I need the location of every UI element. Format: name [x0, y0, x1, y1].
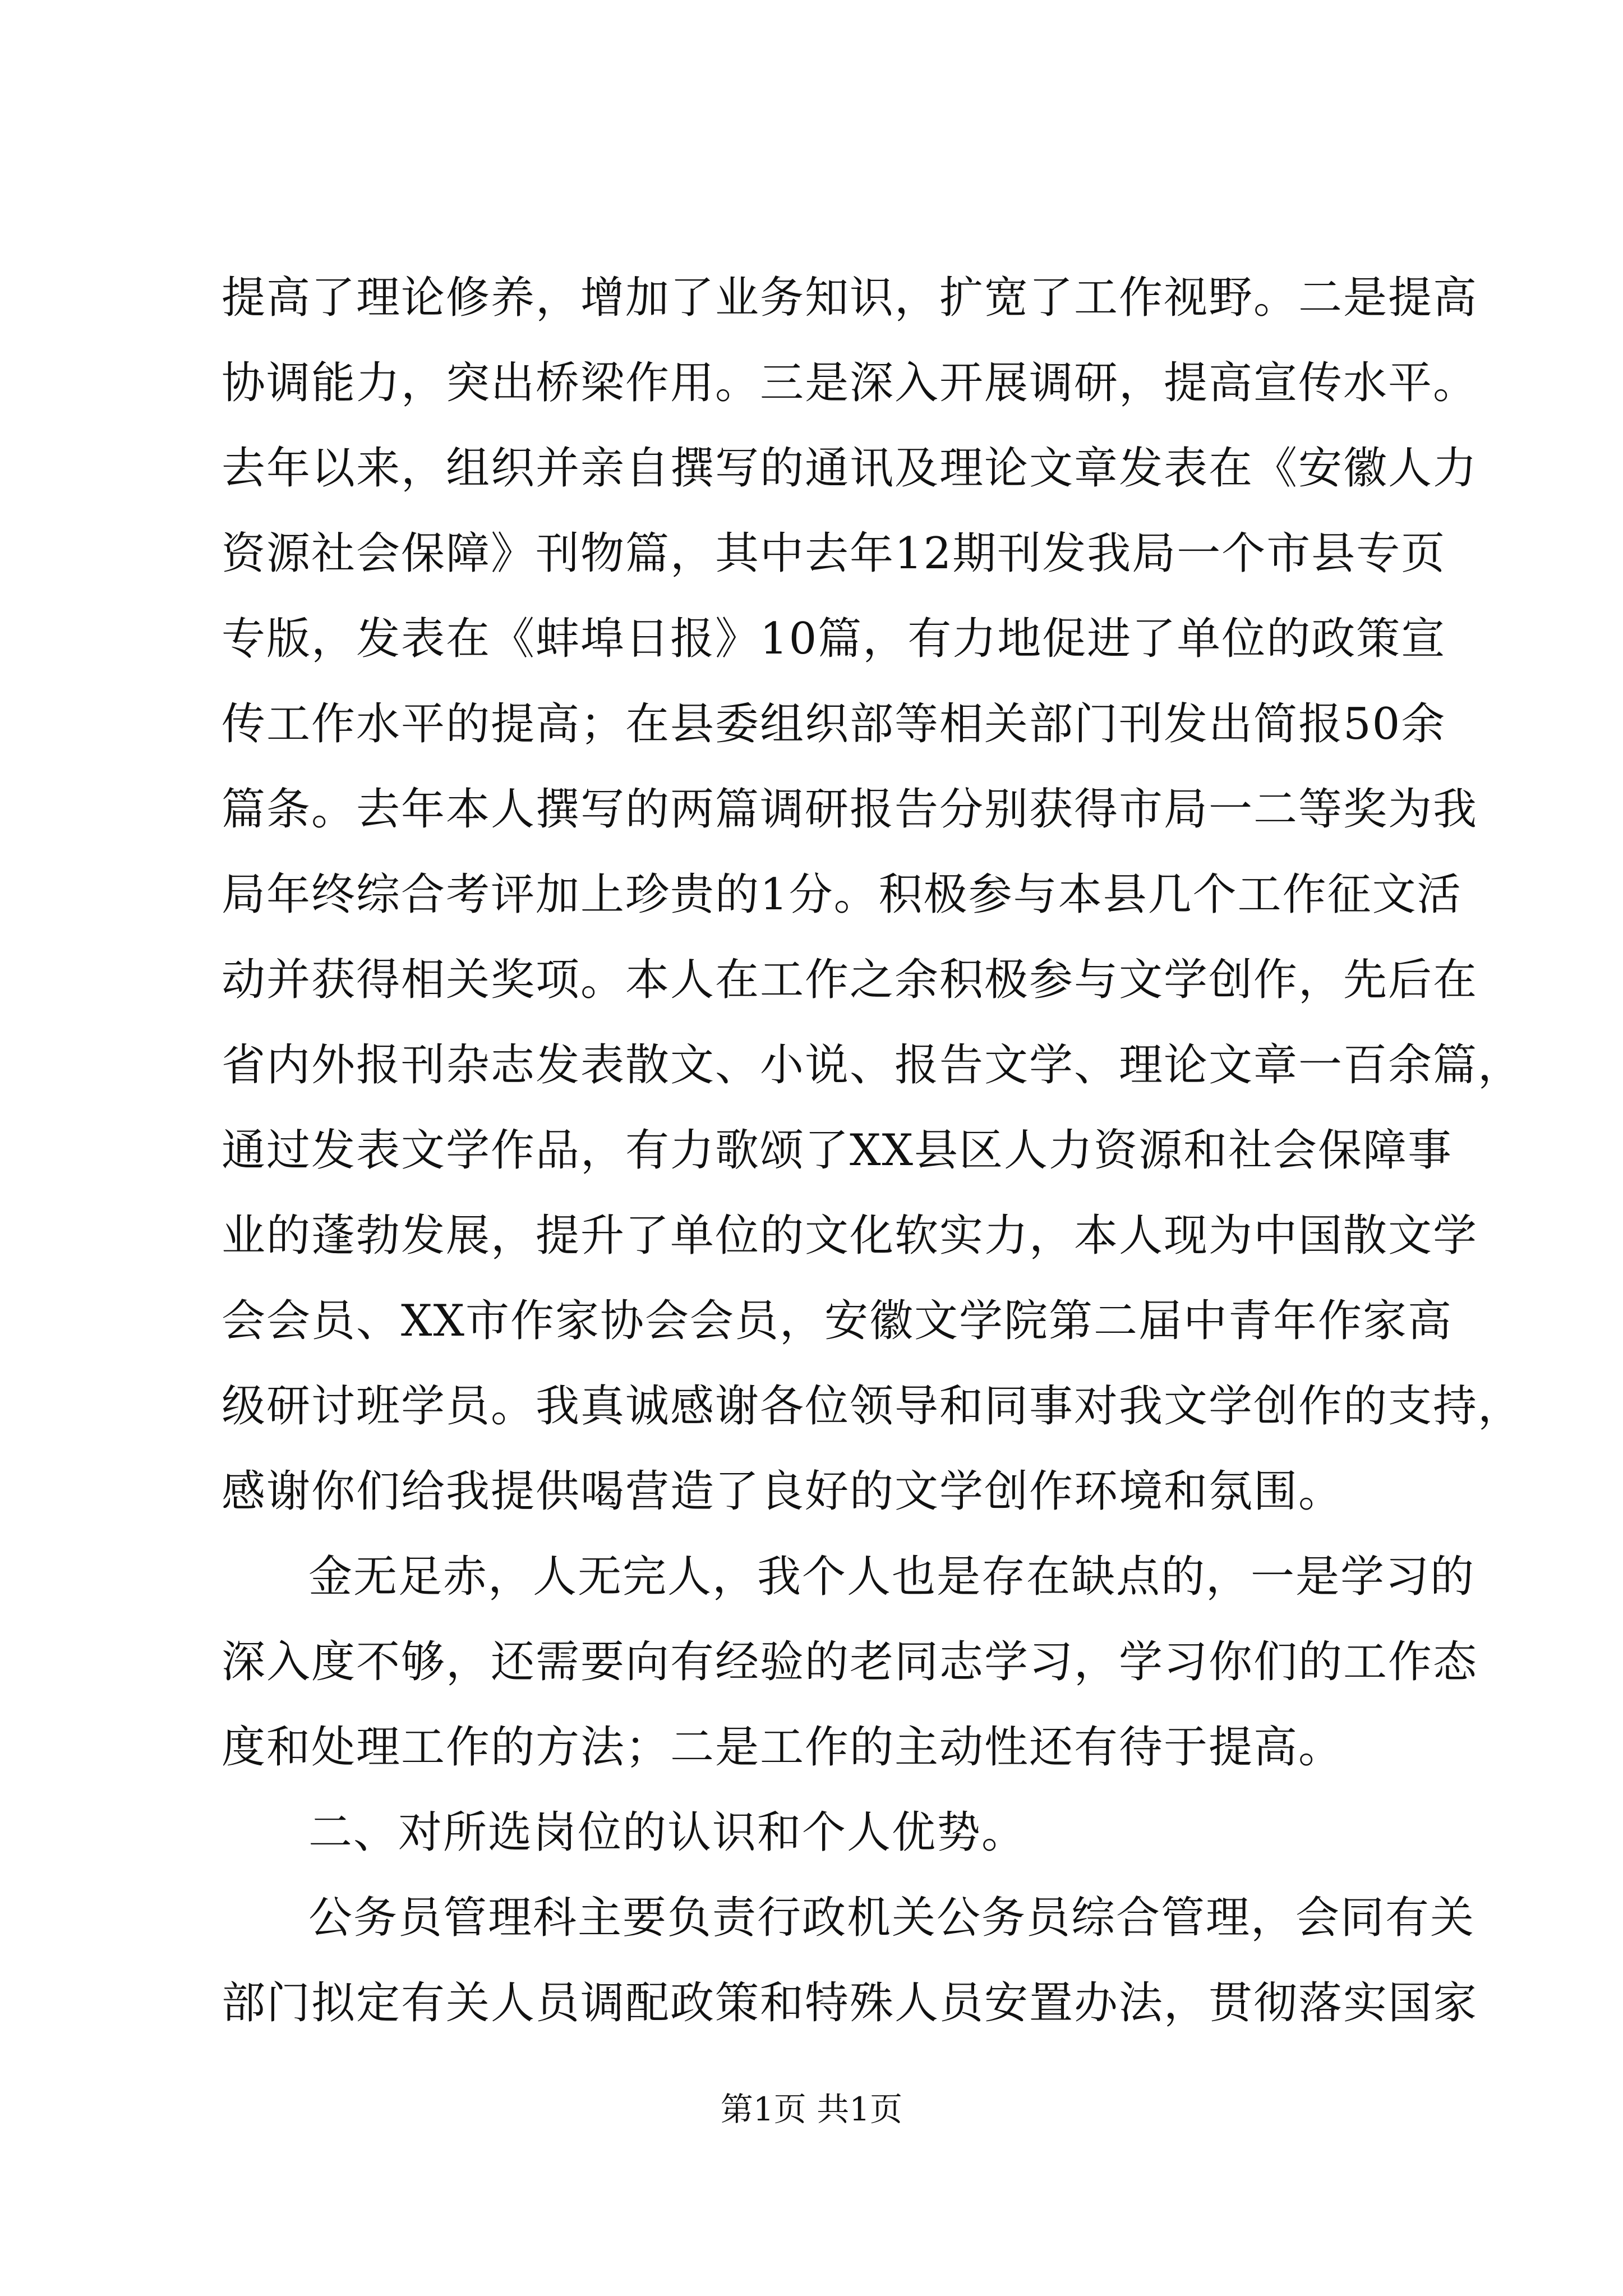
- text-line: 级研讨班学员。我真诚感谢各位领导和同事对我文学创作的支持，: [222, 1381, 1523, 1432]
- text-line: 深入度不够，还需要向有经验的老同志学习，学习你们的工作态: [222, 1637, 1478, 1687]
- document-body: [222, 255, 1523, 2046]
- text-line: 提高了理论修养，增加了业务知识，扩宽了工作视野。二是提高: [222, 273, 1478, 323]
- text-line: 协调能力，突出桥梁作用。三是深入开展调研，提高宣传水平。: [222, 358, 1478, 408]
- text-line: 部门拟定有关人员调配政策和特殊人员安置办法，贯彻落实国家: [222, 1978, 1478, 2028]
- text-line: 会会员、XX市作家协会会员，安徽文学院第二届中青年作家高: [222, 1296, 1453, 1346]
- text-line: 传工作水平的提高；在县委组织部等相关部门刊发出简报50余: [222, 699, 1446, 749]
- text-line: 业的蓬勃发展，提升了单位的文化软实力，本人现为中国散文学: [222, 1211, 1478, 1261]
- text-line: 去年以来，组织并亲自撰写的通讯及理论文章发表在《安徽人力: [222, 443, 1478, 494]
- text-line: 感谢你们给我提供喝营造了良好的文学创作环境和氛围。: [222, 1466, 1344, 1517]
- paragraph-2: [222, 1534, 1478, 1790]
- text-line: 金无足赤，人无完人，我个人也是存在缺点的，一是学习的: [308, 1552, 1476, 1602]
- text-line: 度和处理工作的方法；二是工作的主动性还有待于提高。: [222, 1722, 1344, 1773]
- text-line: 省内外报刊杂志发表散文、小说、报告文学、理论文章一百余篇，: [222, 1040, 1523, 1091]
- text-line: 局年终综合考评加上珍贵的1分。积极参与本县几个工作征文活: [222, 869, 1462, 920]
- text-line: 通过发表文学作品，有力歌颂了XX县区人力资源和社会保障事: [222, 1125, 1453, 1176]
- text-line: 资源社会保障》刊物篇，其中去年12期刊发我局一个市县专页: [222, 528, 1446, 579]
- page-footer: 第1页 共1页: [720, 2090, 903, 2128]
- paragraph-1: [222, 255, 1523, 1534]
- text-line: 公务员管理科主要负责行政机关公务员综合管理，会同有关: [308, 1893, 1476, 1943]
- text-line: 专版，发表在《蚌埠日报》10篇，有力地促进了单位的政策宣: [222, 614, 1446, 664]
- heading-line: 二、对所选岗位的认识和个人优势。: [308, 1807, 1027, 1858]
- paragraph-3: [222, 1875, 1478, 2046]
- text-line: 篇条。去年本人撰写的两篇调研报告分别获得市局一二等奖为我: [222, 784, 1478, 835]
- section-heading: [222, 1790, 1427, 1875]
- text-line: 动并获得相关奖项。本人在工作之余积极参与文学创作，先后在: [222, 955, 1478, 1005]
